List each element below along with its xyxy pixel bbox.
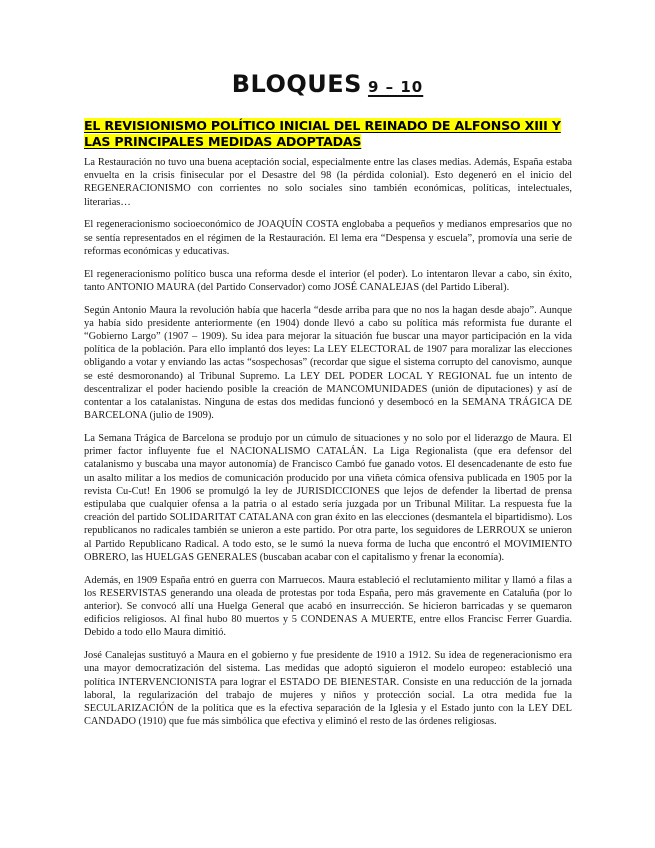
section-heading-text: EL REVISIONISMO POLÍTICO INICIAL DEL REINADO DE ALFONSO XIII Y LAS PRINCIPALES MEDIDAS ADOPTADAS — [84, 118, 561, 149]
section-heading — [84, 118, 574, 150]
paragraph-2: El regeneracionismo socioeconómico de JOAQUÍN COSTA englobaba a pequeños y medianos empresarios que no se sentía representados en el régimen de la Restauración. El lema era “Despensa y escuela”, promovía una serie de reformas económicas y educativas. — [84, 219, 572, 257]
paragraph-5: La Semana Trágica de Barcelona se produjo por un cúmulo de situaciones y no solo por el liderazgo de Maura. El primer factor influyente fue el NACIONALISMO CATALÁN. La Liga Regionalista (que era defensor del catalanismo y buscaba una mayor autonomía) de Francisco Cambó fue ganado votos. El desencadenante de esto fue un asalto militar a los medios de comunicación producido por una viñeta cómica ofensiva publicada en 1905 por la revista Cu-Cut! En 1906 se promulgó la ley de JURISDICCIONES que lejos de defender la libertad de prensa estipulaba que cualquier ofensa a la patria o al estado sería juzgada por un Tribunal Militar. La respuesta fue la creación del partido SOLIDARITAT CATALANA con gran éxito en las elecciones (desmantela el bipartidismo). Los republicanos no radicales también se unieron a este partido. Por otra parte, los seguidores de LERROUX se unieron al Partido Republicano Radical. A todo esto, se le sumó la nueva forma de lucha que encontró el MOVIMIENTO OBRERO, las HUELGAS GENERALES (buscaban acabar con el capitalismo y frenar la economía). — [84, 433, 572, 563]
paragraph-3: El regeneracionismo político busca una reforma desde el interior (el poder). Lo intentaron llevar a cabo, sin éxito, tanto ANTONIO MAURA (del Partido Conservador) como JOSÉ CANALEJAS (del Partido Liberal). — [84, 268, 572, 293]
paragraph-6: Además, en 1909 España entró en guerra con Marruecos. Maura estableció el reclutamiento militar y llamó a filas a los RESERVISTAS generando una oleada de protestas por toda España, pero más gravemente en Cataluña (por lo anterior). Se convocó allí una Huelga General que acabó en insurrección. Se hicieron barricadas y se quemaron edificios religiosos. Al final hubo 80 muertos y 5 CONDENAS A MUERTE, entre ellos Francisc Ferrer Guardia. Debido a todo ello Maura dimitió. — [84, 574, 572, 639]
body-text — [84, 156, 572, 738]
page-title — [0, 71, 655, 100]
paragraph-1: La Restauración no tuvo una buena aceptación social, especialmente entre las clases medias. Además, España estaba envuelta en la crisis finisecular por el Desastre del 98 (la pérdida colonial). Esto degeneró en el inicio del REGENERACIONISMO con corrientes no solo sociales sino también económicas, políticas, intelectuales, literarias… — [84, 157, 572, 208]
title-main: BLOQUES — [231, 70, 362, 98]
title-numbers: 9 – 10 — [367, 78, 424, 96]
paragraph-4: Según Antonio Maura la revolución había que hacerla “desde arriba para que no nos la hagan desde abajo”. Aunque ya había sido presidente anteriormente (en 1904) donde llevó a cabo su política más reformista fue durante el “Gobierno Largo” (1907 – 1909). Su idea para mejorar la situación fue buscar una mayor participación en la vida política de la población. Para ello implantó dos leyes: La LEY ELECTORAL de 1907 para moralizar las elecciones obligando a votar y enviando las actas “sospechosas” (recordar que sigue el sistema corrupto del canovismo, aunque se esté desmoronando) al Tribunal Supremo. La LEY DEL PODER LOCAL Y REGIONAL fue un intento de descentralizar el poder haciendo posible la creación de MANCOMUNIDADES (unión de diputaciones) y así de contentar a los catalanistas. Ninguna de estas dos medidas funcionó y desembocó en la SEMANA TRÁGICA DE BARCELONA (julio de 1909). — [84, 304, 572, 422]
paragraph-7: José Canalejas sustituyó a Maura en el gobierno y fue presidente de 1910 a 1912. Su idea de regeneracionismo era una mayor democratización del sistema. Las medidas que adoptó siguieron el modelo europeo: estableció una política INTERVENCIONISTA para lograr el ESTADO DE BIENESTAR. Consiste en una reducción de la jornada laboral, la regularización del trabajo de mujeres y niños y protección social. La otra medida fue la SECULARIZACIÓN de la política que es la efectiva separación de la Iglesia y el Estado junto con la LEY DEL CANDADO (1910) que fue más simbólica que efectiva y eliminó el resto de las órdenes religiosas. — [84, 650, 572, 728]
